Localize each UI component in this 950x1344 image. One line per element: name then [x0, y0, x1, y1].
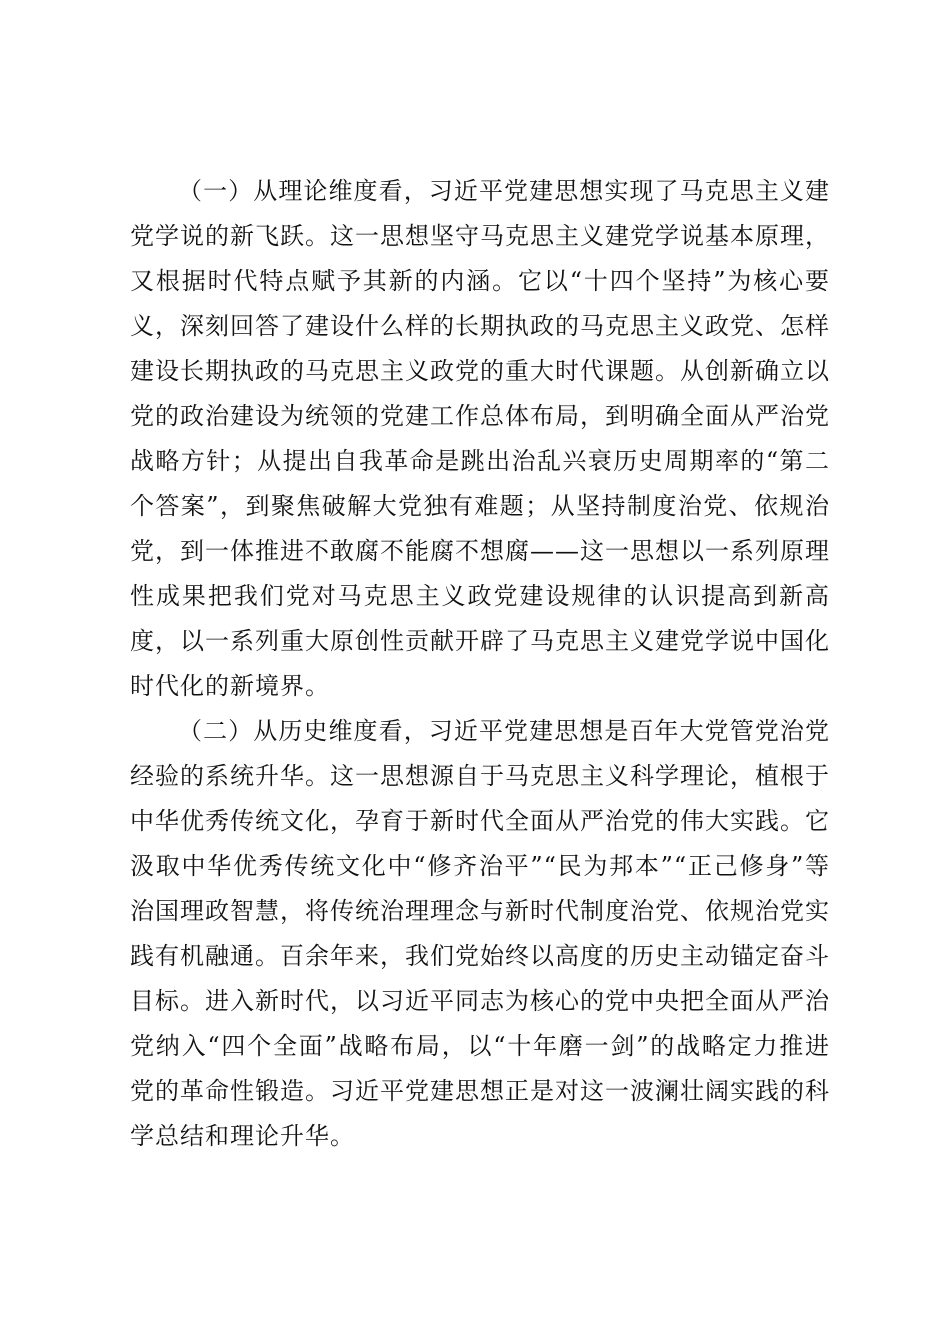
paragraph-theory-dimension: （一）从理论维度看，习近平党建思想实现了马克思主义建党学说的新飞跃。这一思想坚守马克思主义建党学说基本原理，又根据时代特点赋予其新的内涵。它以“十四个坚持”为核心要义，深刻回答了建设什么样的长期执政的马克思主义政党、怎样建设长期执政的马克思主义政党的重大时代课题。从创新确立以党的政治建设为统领的党建工作总体布局，到明确全面从严治党战略方针；从提出自我革命是跳出治乱兴衰历史周期率的“第二个答案”，到聚焦破解大党独有难题；从坚持制度治党、依规治党，到一体推进不敢腐不能腐不想腐——这一思想以一系列原理性成果把我们党对马克思主义政党建设规律的认识提高到新高度，以一系列重大原创性贡献开辟了马克思主义建党学说中国化时代化的新境界。: [130, 177, 830, 700]
document-body: [130, 169, 830, 1159]
paragraph-history-dimension: （二）从历史维度看，习近平党建思想是百年大党管党治党经验的系统升华。这一思想源自于马克思主义科学理论，植根于中华优秀传统文化，孕育于新时代全面从严治党的伟大实践。它汲取中华优秀传统文化中“修齐治平”“民为邦本”“正己修身”等治国理政智慧，将传统治理理念与新时代制度治党、依规治党实践有机融通。百余年来，我们党始终以高度的历史主动锚定奋斗目标。进入新时代，以习近平同志为核心的党中央把全面从严治党纳入“四个全面”战略布局，以“十年磨一剑”的战略定力推进党的革命性锻造。习近平党建思想正是对这一波澜壮阔实践的科学总结和理论升华。: [130, 717, 830, 1150]
